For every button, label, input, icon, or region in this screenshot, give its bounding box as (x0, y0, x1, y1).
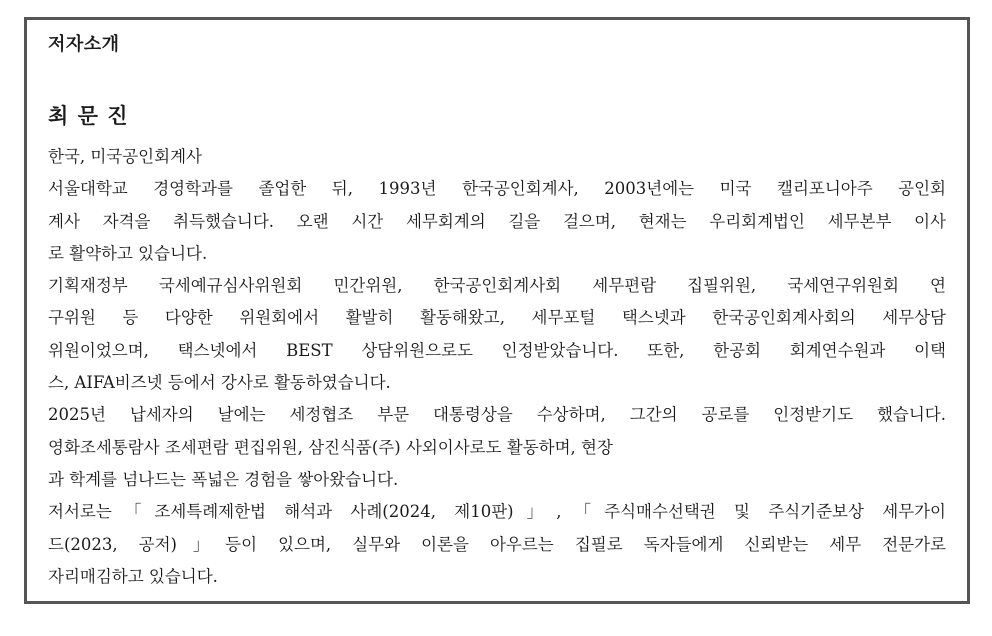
section-title: 저자소개 (48, 34, 120, 55)
bio-line: 2025년 납세자의 날에는 세정협조 부문 대통령상을 수상하며, 그간의 공로를 인정받기도 했습니다. (48, 405, 946, 425)
bio-line: 기획재정부 국세예규심사위원회 민간위원, 한국공인회계사회 세무편람 집필위원, 국세연구위원회 연 (48, 276, 946, 296)
bio-line: 스, AIFA비즈넷 등에서 강사로 활동하였습니다. (48, 373, 391, 393)
author-bio (48, 141, 946, 593)
bio-line: 한국, 미국공인회계사 (48, 147, 202, 166)
bio-line: 자리매김하고 있습니다. (48, 566, 218, 586)
bio-line: 저서로는「조세특례제한법 해석과 사례(2024, 제10판)」,「주식매수선택권 및 주식기준보상 세무가이 (48, 502, 946, 522)
bio-line: 구위원 등 다양한 위원회에서 활발히 활동해왔고, 세무포털 택스넷과 한국공인회계사회의 세무상담 (48, 308, 946, 328)
bio-line: 계사 자격을 취득했습니다. 오랜 시간 세무회계의 길을 걸으며, 현재는 우리회계법인 세무본부 이사 (48, 211, 946, 231)
bio-line: 서울대학교 경영학과를 졸업한 뒤, 1993년 한국공인회계사, 2003년에는 미국 캘리포니아주 공인회 (48, 179, 946, 199)
bio-line: 영화조세통람사 조세편람 편집위원, 삼진식품(주) 사외이사로도 활동하며, 현장 (48, 437, 613, 457)
bio-line: 드(2023, 공저)」등이 있으며, 실무와 이론을 아우르는 집필로 독자들에게 신뢰받는 세무 전문가로 (48, 534, 946, 554)
bio-line: 위원이었으며, 택스넷에서 BEST 상담위원으로도 인정받았습니다. 또한, 한공회 회계연수원과 이택 (48, 340, 946, 360)
bio-line: 로 활약하고 있습니다. (48, 243, 208, 263)
author-name: 최 문 진 (48, 104, 129, 128)
author-intro-box (24, 17, 970, 604)
bio-line: 과 학계를 넘나드는 폭넓은 경험을 쌓아왔습니다. (48, 469, 399, 489)
